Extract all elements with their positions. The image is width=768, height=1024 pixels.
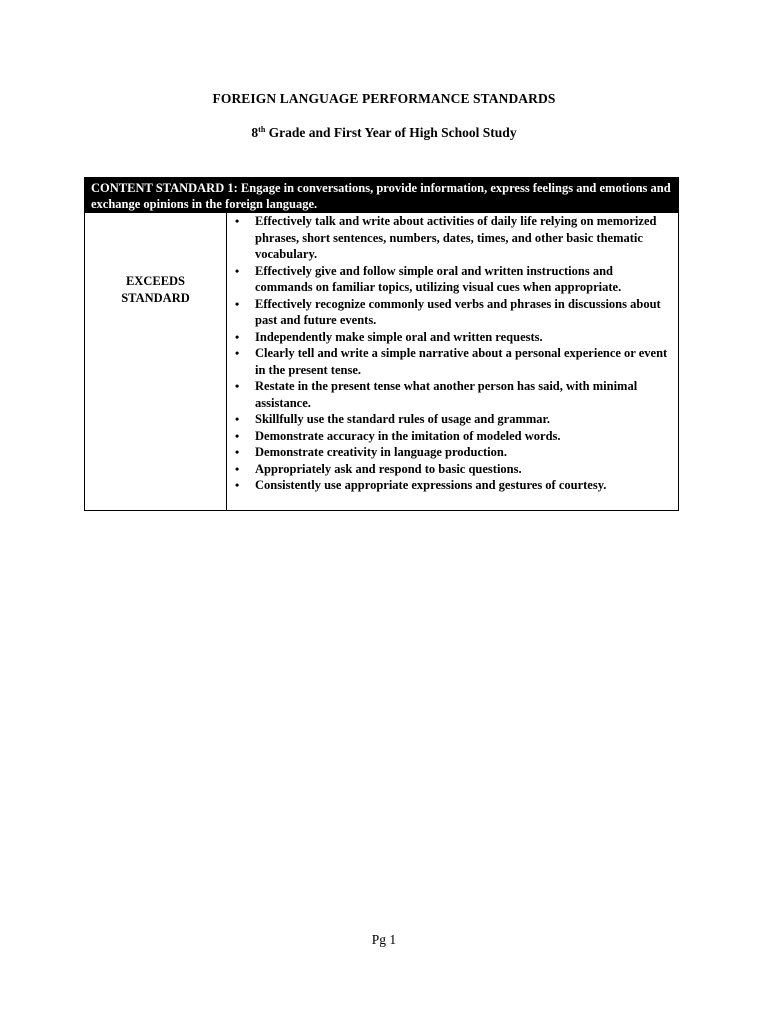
bullet-icon: • [235,412,240,426]
criteria-text: Independently make simple oral and written requests. [255,329,543,344]
criteria-item [227,411,672,428]
bullet-icon: • [235,329,240,344]
criteria-item [227,345,672,378]
criteria-list [227,213,672,494]
page-subtitle [0,125,768,141]
criteria-text: Restate in the present tense what another person has said, with minimal assistance. [255,379,638,410]
bullet-icon: • [235,461,240,476]
criteria-text: Appropriately ask and respond to basic questions. [255,461,522,476]
bullet-icon: • [235,428,240,443]
subtitle-text: Grade and First Year of High School Study [265,125,517,140]
criteria-item [227,378,672,411]
bullet-icon: • [235,478,240,492]
standards-table [84,177,679,511]
criteria-text: Demonstrate accuracy in the imitation of modeled words. [255,428,561,443]
criteria-item [227,444,672,461]
criteria-text: Demonstrate creativity in language production. [255,445,507,459]
level-cell [85,213,227,510]
criteria-item [227,296,672,329]
level-label-line-2: STANDARD [121,290,190,305]
criteria-item [227,477,672,494]
level-label [106,273,206,306]
bullet-icon: • [235,214,240,228]
criteria-item [227,213,672,263]
subtitle-grade: 8 [251,125,259,140]
subtitle-superscript: th [258,125,266,134]
criteria-text: Effectively recognize commonly used verbs and phrases in discussions about past and future events. [255,296,661,327]
criteria-text: Consistently use appropriate expressions and gestures of courtesy. [255,478,607,492]
criteria-text: Effectively give and follow simple oral and written instructions and commands on familiar topics, utilizing visual cues when appropriate. [255,263,622,294]
criteria-item [227,428,672,445]
criteria-item [227,263,672,296]
criteria-text: Skillfully use the standard rules of usage and grammar. [255,412,551,426]
page-number: Pg 1 [371,932,397,947]
criteria-text: Clearly tell and write a simple narrative about a personal experience or event in the present tense. [255,346,668,377]
bullet-icon: • [235,445,240,459]
bullet-icon: • [235,263,240,278]
page-title: FOREIGN LANGUAGE PERFORMANCE STANDARDS [212,91,556,106]
bullet-icon: • [235,296,240,311]
table-body [85,213,678,510]
criteria-item [227,461,672,478]
content-standard-header: CONTENT STANDARD 1: Engage in conversations, provide information, express feelings and emotions and exchange opinions in the foreign language. [85,178,678,213]
criteria-item [227,329,672,346]
criteria-text: Effectively talk and write about activities of daily life relying on memorized phrases, short sentences, numbers, dates, times, and other basic thematic vocabulary. [255,214,657,261]
bullet-icon: • [235,379,240,393]
criteria-cell [227,213,678,510]
level-label-line-1: EXCEEDS [125,274,186,288]
bullet-icon: • [235,346,240,360]
